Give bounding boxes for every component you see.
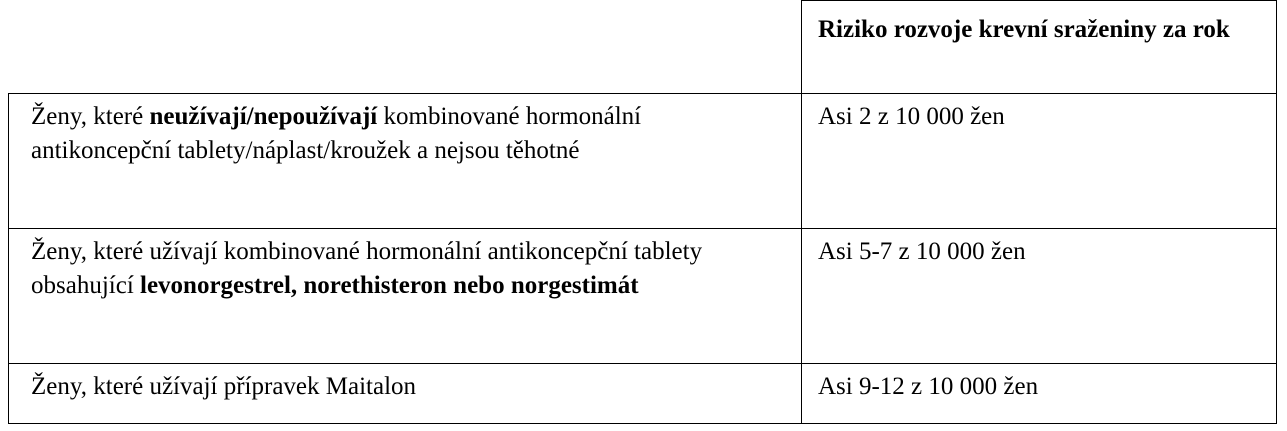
table-header-row [9, 1, 1277, 94]
risk-table [8, 0, 1277, 424]
risk-value: Asi 9-12 z 10 000 žen [818, 373, 1039, 400]
group-text: kombinované hormonální antikoncepční tablety/náplast/kroužek a nejsou těhotné [31, 103, 642, 164]
risk-value: Asi 5-7 z 10 000 žen [818, 238, 1026, 265]
table-row [9, 229, 1277, 364]
risk-value: Asi 2 z 10 000 žen [818, 103, 1005, 130]
group-cell [9, 94, 802, 229]
table-row [9, 94, 1277, 229]
group-cell [9, 364, 802, 424]
risk-cell [802, 94, 1277, 229]
group-text-bold: neužívají/nepoužívají [149, 103, 378, 130]
group-text: Ženy, které užívají kombinované hormonální antikoncepční tablety obsahující [31, 238, 703, 299]
table-row [9, 364, 1277, 424]
risk-cell [802, 364, 1277, 424]
group-text-bold: levonorgestrel, norethisteron nebo norgestimát [140, 272, 639, 299]
group-text: Ženy, které užívají přípravek Maitalon [31, 373, 417, 400]
header-empty-cell [9, 1, 802, 94]
risk-cell [802, 229, 1277, 364]
header-risk-cell [802, 1, 1277, 94]
header-risk-label: Riziko rozvoje krevní sraženiny za rok [818, 16, 1230, 43]
group-cell [9, 229, 802, 364]
group-text: Ženy, které [31, 103, 150, 130]
